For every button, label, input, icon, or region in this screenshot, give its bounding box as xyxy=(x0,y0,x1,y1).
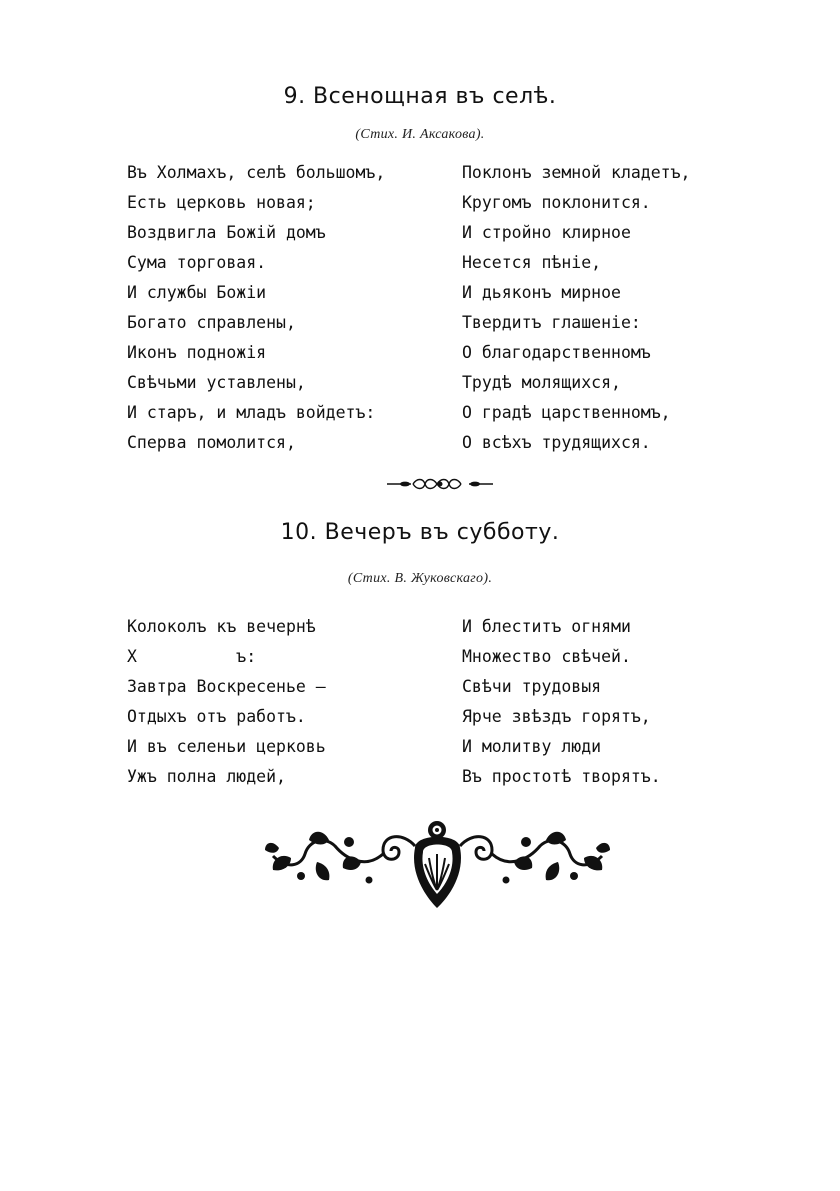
floral-tailpiece-icon xyxy=(265,818,610,910)
verse-line: Трудѣ молящихся, xyxy=(462,373,621,392)
verse-line: Отдыхъ отъ работъ. xyxy=(127,707,306,726)
verse-line: Х ъ: xyxy=(127,647,257,666)
verse-line: Есть церковь новая; xyxy=(127,193,316,212)
verse-line: Завтра Воскресенье — xyxy=(127,677,326,696)
verse-line: Поклонъ земной кладетъ, xyxy=(462,163,691,182)
verse-line: Ужъ полна людей, xyxy=(127,767,286,786)
poem-9-author: (Стих. И. Аксакова). xyxy=(355,127,485,142)
verse-line: И дьяконъ мирное xyxy=(462,283,621,302)
verse-line: И службы Божіи xyxy=(127,283,267,302)
verse-line: Въ простотѣ творятъ. xyxy=(462,767,661,786)
verse-line: И въ селеньи церковь xyxy=(127,737,326,756)
verse-line: Твердитъ глашеніе: xyxy=(462,313,641,332)
verse-line: Множество свѣчей. xyxy=(462,647,631,666)
verse-line: О всѣхъ трудящихся. xyxy=(462,433,651,452)
verse-line: Свѣчи трудовыя xyxy=(462,677,602,696)
verse-line: Богато справлены, xyxy=(127,313,296,332)
poem-10-author: (Стих. В. Жуковскаго). xyxy=(347,571,493,586)
verse-line: И блеститъ огнями xyxy=(462,617,631,636)
verse-line: Сума торговая. xyxy=(127,253,267,272)
verse-line: Свѣчьми уставлены, xyxy=(127,373,306,392)
verse-line: Несется пѣніе, xyxy=(462,253,602,272)
verse-line: Ярче звѣздъ горятъ, xyxy=(462,707,651,726)
verse-line: И молитву люди xyxy=(462,737,602,756)
verse-line: И стройно клирное xyxy=(462,223,631,242)
divider-flourish-icon xyxy=(385,474,495,494)
poem-9-right-column xyxy=(462,158,690,458)
verse-line: О благодарственномъ xyxy=(462,343,651,362)
verse-line: Иконъ подножія xyxy=(127,343,267,362)
verse-line: И старъ, и младъ войдетъ: xyxy=(127,403,376,422)
verse-line: Воздвигла Божій домъ xyxy=(127,223,326,242)
poem-10-left-column xyxy=(127,612,326,792)
verse-line: Колоколъ къ вечернѣ xyxy=(127,617,316,636)
verse-line: Сперва помолится, xyxy=(127,433,296,452)
poem-9-title: 9. Всенощная въ селѣ. xyxy=(283,84,557,109)
poem-10-right-column xyxy=(462,612,661,792)
verse-line: О градѣ царственномъ, xyxy=(462,403,671,422)
verse-line: Въ Холмахъ, селѣ большомъ, xyxy=(127,163,386,182)
poem-10-title: 10. Вечеръ въ субботу. xyxy=(280,520,560,545)
poem-9-left-column xyxy=(127,158,385,458)
verse-line: Кругомъ поклонится. xyxy=(462,193,651,212)
